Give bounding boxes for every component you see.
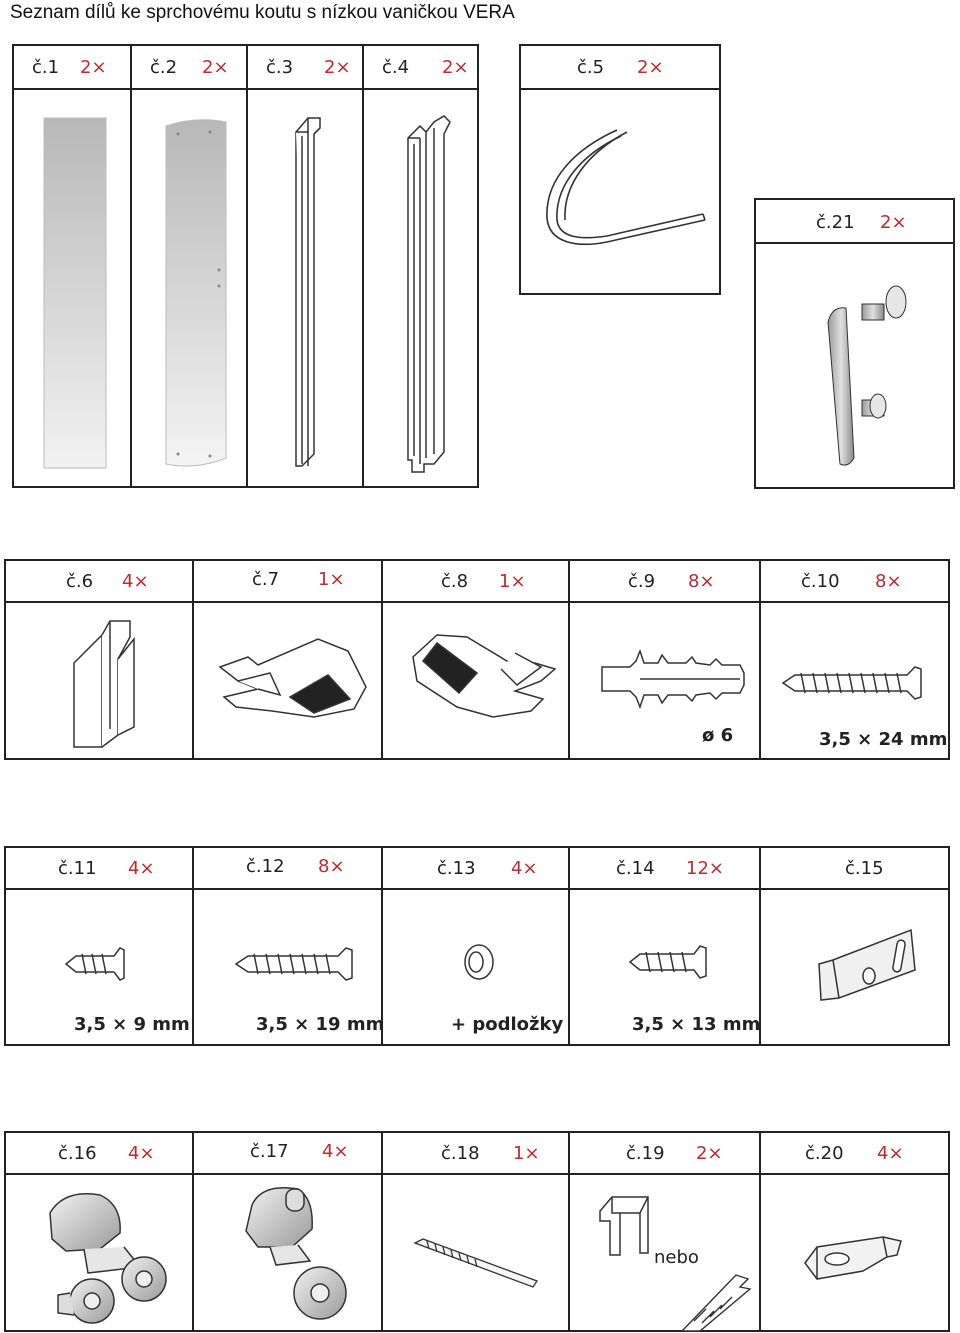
corner-profile-icon xyxy=(72,619,142,749)
part-caption: + podložky xyxy=(451,1014,564,1035)
part-quantity: 1× xyxy=(318,569,345,590)
curved-glass-panel-icon xyxy=(164,118,228,468)
part-11-cell xyxy=(6,848,194,1044)
part-quantity: 4× xyxy=(128,858,155,879)
drill-bit-icon xyxy=(413,1237,543,1287)
wall-plug-icon xyxy=(600,649,750,709)
part-15-cell xyxy=(761,848,948,1044)
part-2-cell xyxy=(132,46,248,486)
parts-1-4-box xyxy=(12,44,479,488)
door-stop-alt-icon xyxy=(680,1273,760,1333)
screw-13-icon xyxy=(628,942,708,982)
part-10-cell xyxy=(761,561,948,758)
part-label: č.17 xyxy=(250,1141,289,1162)
u-profile-icon xyxy=(290,114,330,474)
seal-profile-right-icon xyxy=(407,633,557,723)
parts-16-20-box xyxy=(4,1131,950,1332)
part-quantity: 2× xyxy=(880,212,907,233)
part-quantity: 8× xyxy=(688,571,715,592)
part-quantity: 1× xyxy=(499,571,526,592)
part-label: č.7 xyxy=(252,569,280,590)
part-label: č.5 xyxy=(577,57,605,78)
part-label: č.20 xyxy=(805,1143,844,1164)
part-quantity: 1× xyxy=(513,1143,540,1164)
part-label: č.4 xyxy=(382,57,410,78)
h-profile-icon xyxy=(404,114,454,474)
part-20-cell xyxy=(761,1133,948,1330)
part-label: č.14 xyxy=(616,858,655,879)
part-label: č.12 xyxy=(246,856,285,877)
part-label: č.21 xyxy=(816,212,855,233)
part-quantity: 2× xyxy=(442,57,469,78)
short-screw-icon xyxy=(64,944,124,984)
slotted-block-icon xyxy=(811,924,921,1004)
part-quantity: 8× xyxy=(875,571,902,592)
seal-profile-left-icon xyxy=(218,637,368,727)
part-label: č.8 xyxy=(441,571,469,592)
part-caption: 3,5 × 13 mm xyxy=(632,1014,761,1035)
part-quantity: 2× xyxy=(202,57,229,78)
part-label: č.9 xyxy=(628,571,656,592)
part-caption: ø 6 xyxy=(702,725,734,746)
parts-11-15-box xyxy=(4,846,950,1046)
part-label: č.18 xyxy=(441,1143,480,1164)
part-caption: 3,5 × 19 mm xyxy=(256,1014,385,1035)
long-screw-icon xyxy=(781,663,931,703)
medium-screw-icon xyxy=(234,944,354,984)
part-8-cell xyxy=(383,561,570,758)
part-quantity: 12× xyxy=(686,858,724,879)
part-19-cell xyxy=(570,1133,761,1330)
part-3-cell xyxy=(248,46,364,486)
part-label: č.19 xyxy=(626,1143,665,1164)
part-label: č.13 xyxy=(437,858,476,879)
part-7-cell xyxy=(194,561,383,758)
part-quantity: 4× xyxy=(877,1143,904,1164)
parts-6-10-box xyxy=(4,559,950,760)
part-label: č.16 xyxy=(58,1143,97,1164)
flat-glass-panel-icon xyxy=(44,118,106,468)
part-9-cell xyxy=(570,561,761,758)
part-label: č.6 xyxy=(66,571,94,592)
wedge-clip-icon xyxy=(803,1233,913,1283)
part-quantity: 2× xyxy=(324,57,351,78)
part-label: č.1 xyxy=(32,57,60,78)
part-label: č.11 xyxy=(58,858,97,879)
part-quantity: 2× xyxy=(80,57,107,78)
part-label: č.3 xyxy=(266,57,294,78)
door-handle-icon xyxy=(822,282,932,472)
part-caption: 3,5 × 24 mm xyxy=(819,729,948,750)
part-quantity: 4× xyxy=(122,571,149,592)
part-quantity: 2× xyxy=(696,1143,723,1164)
part-17-cell xyxy=(194,1133,383,1330)
part-label: č.10 xyxy=(801,571,840,592)
part-12-cell xyxy=(194,848,383,1044)
part-4-cell xyxy=(364,46,477,486)
part-quantity: 4× xyxy=(128,1143,155,1164)
part-quantity: 2× xyxy=(637,57,664,78)
page-title: Seznam dílů ke sprchovému koutu s nízkou vaničkou VERA xyxy=(10,2,515,23)
part-16-cell xyxy=(6,1133,194,1330)
part-21-box xyxy=(754,198,955,489)
roller-double-icon xyxy=(44,1183,174,1333)
curved-rail-icon xyxy=(537,128,707,258)
part-quantity: 8× xyxy=(318,856,345,877)
part-1-cell xyxy=(14,46,132,486)
part-14-cell xyxy=(570,848,761,1044)
roller-single-icon xyxy=(240,1181,360,1331)
part-caption: 3,5 × 9 mm xyxy=(74,1014,190,1035)
part-6-cell xyxy=(6,561,194,758)
part-label: č.2 xyxy=(150,57,178,78)
part-label: č.15 xyxy=(845,858,884,879)
part-18-cell xyxy=(383,1133,570,1330)
door-stop-icon xyxy=(596,1193,656,1263)
part-quantity: 4× xyxy=(322,1141,349,1162)
part-13-cell xyxy=(383,848,570,1044)
part-caption: nebo xyxy=(654,1247,699,1268)
part-quantity: 4× xyxy=(511,858,538,879)
washer-icon xyxy=(459,942,499,982)
part-5-box xyxy=(519,44,721,295)
